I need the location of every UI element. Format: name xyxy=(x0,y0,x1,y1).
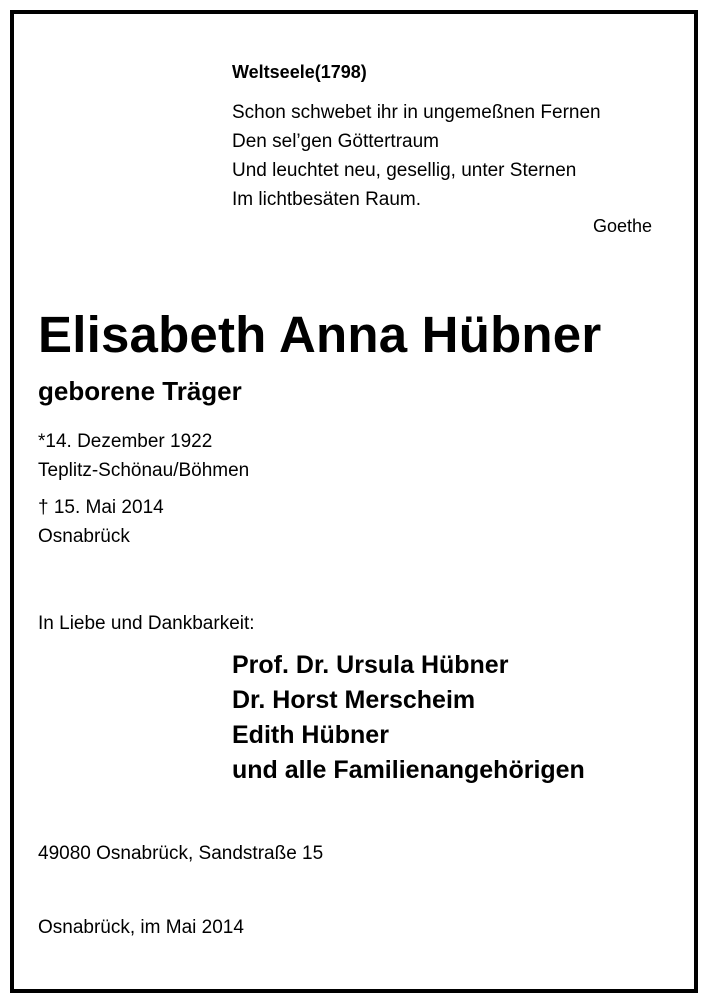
life-dates xyxy=(38,427,249,551)
mourner-name: Prof. Dr. Ursula Hübner xyxy=(232,651,509,679)
birth-place: Teplitz-Schönau/Böhmen xyxy=(38,460,250,481)
mourner-name: Edith Hübner xyxy=(232,721,389,749)
poem-line: Und leuchtet neu, gesellig, unter Sternen xyxy=(232,160,577,181)
place-and-date: Osnabrück, im Mai 2014 xyxy=(38,917,244,938)
poem-block xyxy=(232,60,652,238)
death-date: † 15. Mai 2014 xyxy=(38,497,164,518)
mourners-list xyxy=(232,648,585,788)
mourner-name: und alle Familienangehörigen xyxy=(232,756,585,784)
poem-line: Im lichtbesäten Raum. xyxy=(232,189,422,210)
deceased-name: Elisabeth Anna Hübner xyxy=(38,306,602,363)
dedication-text: In Liebe und Dankbarkeit: xyxy=(38,613,255,634)
birth-date: *14. Dezember 1922 xyxy=(38,431,213,452)
poem-line: Schon schwebet ihr in ungemeßnen Fernen xyxy=(232,102,601,123)
poem-line: Den sel’gen Göttertraum xyxy=(232,131,439,152)
poem-title: Weltseele(1798) xyxy=(232,62,367,82)
mourner-name: Dr. Horst Merscheim xyxy=(232,686,476,714)
maiden-name: geborene Träger xyxy=(38,376,242,406)
mourning-address: 49080 Osnabrück, Sandstraße 15 xyxy=(38,843,324,864)
poem-author: Goethe xyxy=(592,216,652,236)
death-place: Osnabrück xyxy=(38,526,130,547)
